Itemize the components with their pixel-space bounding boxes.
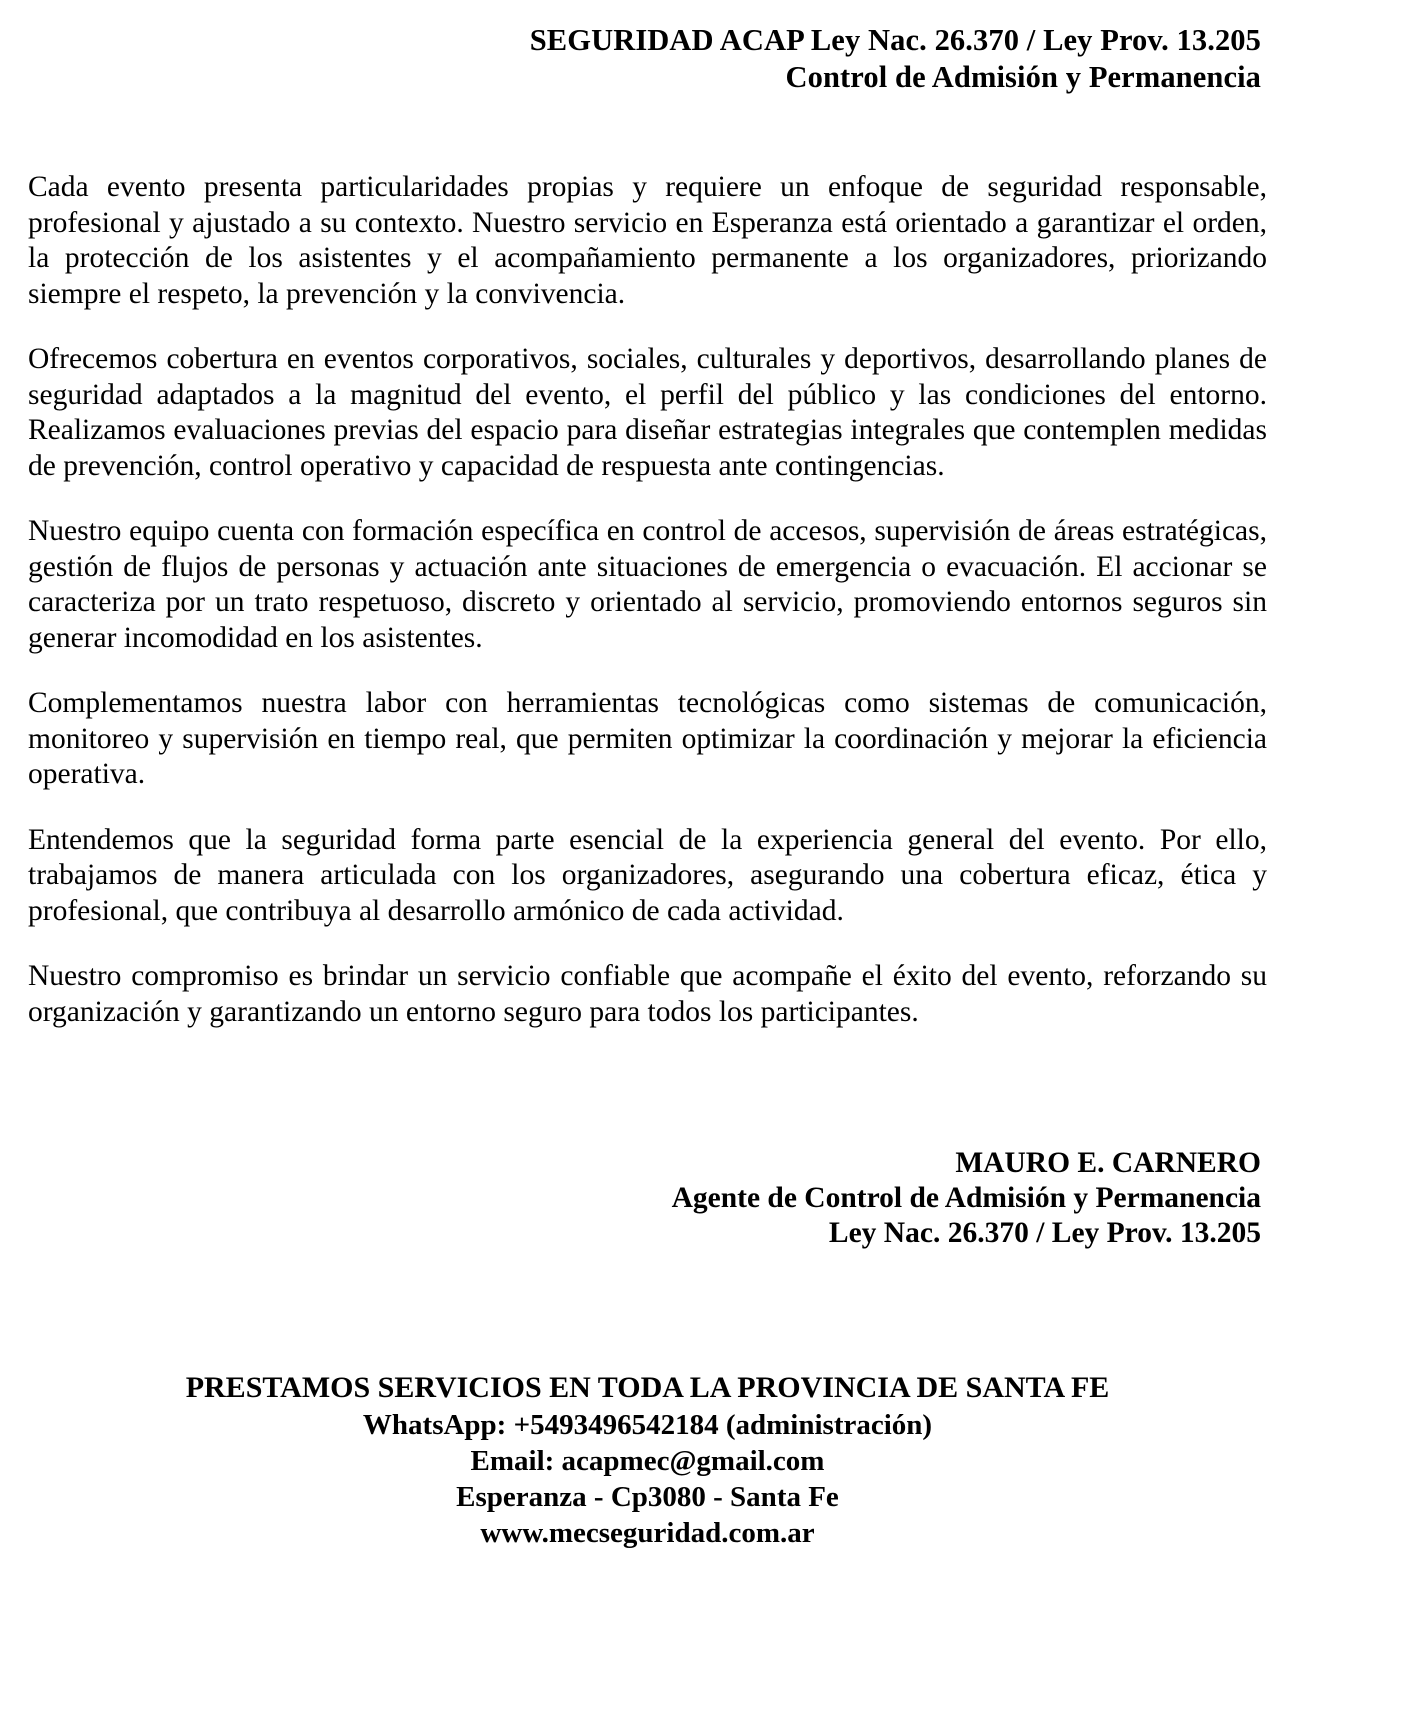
document-footer <box>0 1369 1413 1551</box>
header-subtitle-line: Control de Admisión y Permanencia <box>785 60 1261 94</box>
footer-location-line: Esperanza - Cp3080 - Santa Fe <box>456 1481 839 1513</box>
document-header <box>0 0 1413 96</box>
document-body <box>0 170 1413 1030</box>
body-paragraph-1: Cada evento presenta particularidades propias y requiere un enfoque de seguridad responsable, profesional y ajustado a su contexto. Nuestro servicio en Esperanza está orientado a garantizar el orden, la protección de los asistentes y el acompañamiento permanente a los organizadores, priorizando siempre el respeto, la prevención y la convivencia. <box>28 171 1267 310</box>
footer-whatsapp-line: WhatsApp: +5493496542184 (administración) <box>362 1409 933 1441</box>
signature-name: MAURO E. CARNERO <box>955 1147 1261 1179</box>
signature-role: Agente de Control de Admisión y Permanencia <box>671 1182 1261 1214</box>
footer-website-line: www.mecseguridad.com.ar <box>480 1517 815 1549</box>
body-paragraph-2: Ofrecemos cobertura en eventos corporativos, sociales, culturales y deportivos, desarrollando planes de seguridad adaptados a la magnitud del evento, el perfil del público y las condiciones del entorno. Realizamos evaluaciones previas del espacio para diseñar estrategias integrales que contemplen medidas de prevención, control operativo y capacidad de respuesta ante contingencias. <box>28 343 1267 482</box>
signature-block <box>0 1146 1413 1251</box>
body-paragraph-4: Complementamos nuestra labor con herramientas tecnológicas como sistemas de comunicación, monitoreo y supervisión en tiempo real, que permiten optimizar la coordinación y mejorar la eficiencia operativa. <box>28 687 1267 790</box>
signature-laws: Ley Nac. 26.370 / Ley Prov. 13.205 <box>828 1217 1261 1249</box>
footer-email-line: Email: acapmec@gmail.com <box>470 1445 825 1477</box>
header-company-law-line: SEGURIDAD ACAP Ley Nac. 26.370 / Ley Prov. 13.205 <box>529 23 1261 57</box>
body-paragraph-3: Nuestro equipo cuenta con formación específica en control de accesos, supervisión de áreas estratégicas, gestión de flujos de personas y actuación ante situaciones de emergencia o evacuación. El accionar se caracteriza por un trato respetuoso, discreto y orientado al servicio, promoviendo entornos seguros sin generar incomodidad en los asistentes. <box>28 515 1267 654</box>
body-paragraph-5: Entendemos que la seguridad forma parte esencial de la experiencia general del evento. Por ello, trabajamos de manera articulada con los organizadores, asegurando una cobertura eficaz, ética y profesional, que contribuya al desarrollo armónico de cada actividad. <box>28 823 1267 927</box>
footer-coverage-line: PRESTAMOS SERVICIOS EN TODA LA PROVINCIA DE SANTA FE <box>185 1371 1110 1404</box>
body-paragraph-6: Nuestro compromiso es brindar un servicio confiable que acompañe el éxito del evento, reforzando su organización y garantizando un entorno seguro para todos los participantes. <box>28 960 1267 1028</box>
